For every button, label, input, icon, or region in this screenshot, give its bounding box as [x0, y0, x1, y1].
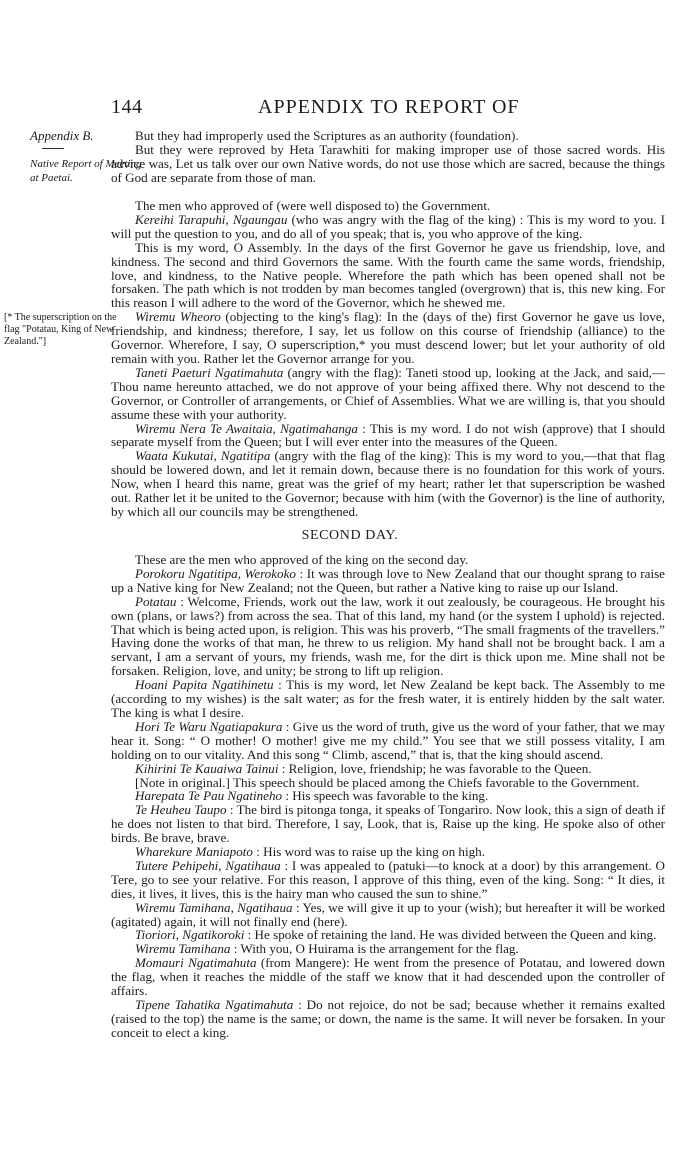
paragraph: [111, 776, 665, 790]
speaker-name: Potatau: [135, 593, 177, 609]
section-heading-second-day: SECOND DAY.: [301, 528, 399, 543]
speaker-name: Kereihi Tarapuhi, Ngaungau: [135, 211, 288, 227]
paragraph: [111, 143, 665, 185]
speaker-name: Harepata Te Pau Ngatineho: [135, 788, 283, 804]
speaker-name: Hori Te Waru Ngatiapakura: [135, 718, 283, 734]
paragraph: [111, 678, 665, 720]
page-number: 144: [111, 96, 143, 118]
paragraph: [111, 213, 665, 241]
page-header: [0, 96, 700, 126]
margin-footnote: [* The superscription on the flag "Potatau, King of New Zealand."]: [4, 312, 117, 347]
paragraph-text: : It was through love to New Zealand that our thought sprang to raise up a Native king for New Zealand; not the Queen, but rather a Native king to raise up our Island.: [111, 565, 665, 595]
speaker-name: Wiremu Nera Te Awaitaia, Ngatimahanga: [135, 420, 358, 436]
paragraph-text: : Give us the word of truth, give us the word of your father, that we may hear it. Song: “ O mother! O mother! give me my child.” You see that we still possess vitality, I am holding on to our vitality. And this song “ Climb, ascend,” that is, that the king should ascend.: [111, 718, 665, 762]
paragraph-text: (objecting to the king's flag): In the (days of the) first Governor he gave us love, friendship, and kindness; therefore, I say, let us follow on this course of friendship (alliance) to the Governor. Wherefore, I say, O superscription,* you must descend lower; but let your authority of old remain with you. Rather let the Governor arrange for you.: [111, 309, 665, 366]
speaker-name: Taneti Paeturi Ngatimahuta: [135, 364, 284, 380]
speaker-name: Kihirini Te Kauaiwa Tainui: [135, 760, 279, 776]
paragraph: [111, 901, 665, 929]
paragraph: [111, 366, 665, 422]
paragraph-text: This is my word, O Assembly. In the days of the first Governor he gave us friendship, love, and kindness. The second and third Governors the same. With the fourth came the same words, friendship, love, and kindness, to the Native people. Wherefore the path which has been opened shall not be forsaken. The path which is not trodden by man becomes tangled (overgrown) that is, this new king. For this reason I will adhere to the word of the Governor, which he shewed me.: [111, 239, 665, 311]
paragraph: [111, 129, 665, 143]
paragraph-text: But they had improperly used the Scriptures as an authority (foundation).: [135, 128, 519, 143]
paragraph-text: These are the men who approved of the king on the second day.: [135, 552, 469, 567]
paragraph: [111, 449, 665, 519]
speaker-name: Wiremu Wheoro: [135, 309, 221, 325]
paragraph-text: But they were reproved by Heta Tarawhiti for making improper use of those sacred words. His advice was, Let us talk over our own Native words, do not use those which are sacred, because the things of God are separate from those of man.: [111, 141, 665, 185]
paragraph-text: (angry with the flag of the king): This is my word to you,—that that flag should be lowered down, and let it remain down, because there is no foundation for this work of yours. Now, when I heard this name, great was the grief of my heart; rather let that superscription be washed out. Rather let it be united to the Governor; because with him (with the Governor) is the line of authority, by which all our councils may be strengthened.: [111, 448, 665, 519]
paragraph-text: : Do not rejoice, do not be sad; because whether it remains exalted (raised to the top) the name is the same; or down, the name is the same. It will never be forsaken. In your conceit to elect a king.: [111, 997, 665, 1040]
speaker-name: Waata Kukutai, Ngatitipa: [135, 448, 271, 464]
paragraph-text: : With you, O Huirama is the arrangement for the flag.: [230, 941, 519, 957]
paragraph-text: : The bird is pitonga tonga, it speaks of Tongariro. Now look, this a sign of death if he does not listen to that bird. Therefore, I say, Look, that is, Raise up the king. He spoke also of other birds. Be brave, brave.: [111, 802, 665, 846]
speaker-name: Wharekure Maniapoto: [135, 844, 253, 860]
speaker-name: Wiremu Tamihana: [135, 941, 231, 957]
paragraph: [111, 928, 665, 942]
body-block-intro: [111, 129, 665, 185]
speaker-name: Momauri Ngatimahuta: [135, 955, 257, 971]
body-block-government-supporters: [111, 199, 665, 519]
paragraph: [111, 720, 665, 762]
paragraph: [111, 803, 665, 845]
paragraph: [111, 553, 665, 567]
paragraph: [111, 956, 665, 998]
paragraph: [111, 199, 665, 213]
paragraph: [111, 422, 665, 450]
speaker-name: Tutere Pehipehi, Ngatihaua: [135, 857, 281, 873]
speaker-name: Porokoru Ngatitipa, Werokoko: [135, 565, 296, 581]
paragraph: [111, 942, 665, 956]
paragraph-text: : Welcome, Friends, work out the law, work it out zealously, be courageous. He brought his own (plans, or laws?) from across the sea. That of this land, my hand (or the system I uphold) is rejected. That which is being acted upon, is religion. This was his proverb, “The small fragments of the travellers.” Having done the works of that man, he threw to us religion. My hand shall not be brought back. I am a servant, I am a servant of yours, my friends, wash me, for the dirt is thick upon me. Mine shall not be forsaken. Religion, love, and unity; be strong to lift up religion.: [111, 593, 665, 679]
speaker-name: Wiremu Tamihana, Ngatihaua: [135, 899, 293, 915]
paragraph: [111, 310, 665, 366]
paragraph-text: (angry with the flag): Taneti stood up, looking at the Jack, and said,—Thou name hereunto attached, we do not approve of your being affixed there. Why not descend to the Governor, or Controller of arrangements, or Chief of Assemblies. What we are willing is, that you should assume these with your authority.: [111, 364, 665, 422]
speaker-name: Tipene Tahatika Ngatimahuta: [135, 997, 294, 1012]
paragraph-text: : This is my word. I do not wish (approve) that I should separate myself from the Queen; but I will ever enter into the measures of the Queen.: [111, 420, 665, 450]
margin-native-report-note: Native Report of Meeting at Paetai.: [30, 158, 142, 184]
paragraph-text: The men who approved of (were well disposed to) the Government.: [135, 198, 491, 213]
paragraph-text: : Religion, love, friendship; he was favorable to the Queen.: [278, 760, 592, 776]
paragraph-text: [Note in original.] This speech should be placed among the Chiefs favorable to the Government.: [135, 774, 640, 790]
paragraph: [111, 762, 665, 776]
paragraph-text: : He spoke of retaining the land. He was divided between the Queen and king.: [244, 927, 657, 943]
margin-rule: [42, 148, 64, 149]
paragraph: [111, 789, 665, 803]
body-block-second-day: [111, 553, 665, 1040]
paragraph-text: : His word was to raise up the king on high.: [252, 844, 485, 860]
paragraph: [111, 595, 665, 678]
paragraph: [111, 567, 665, 595]
paragraph-text: : I was appealed to (patuki—to knock at a door) by this arrangement. O Tere, go to see your relative. For this reason, I approve of this thing, even of the king. Song: “ It dies, it dies, it lives, it lives, this is the hairy man who caused the sun to shine.”: [111, 857, 665, 901]
speaker-name: Te Heuheu Taupo: [135, 802, 227, 818]
margin-appendix-label: Appendix B.: [30, 128, 94, 143]
paragraph-text: : This is my word, let New Zealand be kept back. The Assembly to me (according to my wishes) is the salt water; as for the fresh water, it is entirely hidden by the salt water. The king is what I desire.: [111, 677, 665, 720]
running-title: APPENDIX TO REPORT OF: [258, 96, 520, 118]
paragraph: [111, 241, 665, 311]
paragraph-text: (who was angry with the flag of the king) : This is my word to you. I will put the question to you, and do all of you speak; that is, you who approve of the king.: [111, 211, 666, 241]
paragraph-text: (from Mangere): He went from the presence of Potatau, and lowered down the flag, when it reaches the middle of the staff we know that it had descended upon the controller of affairs.: [111, 955, 666, 999]
paragraph: [111, 998, 665, 1040]
speaker-name: Tioriori, Ngatikoroki: [135, 927, 245, 943]
paragraph: [111, 859, 665, 901]
paragraph-text: : His speech was favorable to the king.: [282, 788, 489, 804]
paragraph-text: : Yes, we will give it up to your (wish); but hereafter it will be worked (agitated) again, it will not finally end (here).: [111, 899, 665, 929]
paragraph: [111, 845, 665, 859]
speaker-name: Hoani Papita Ngatihinetu: [135, 677, 274, 693]
